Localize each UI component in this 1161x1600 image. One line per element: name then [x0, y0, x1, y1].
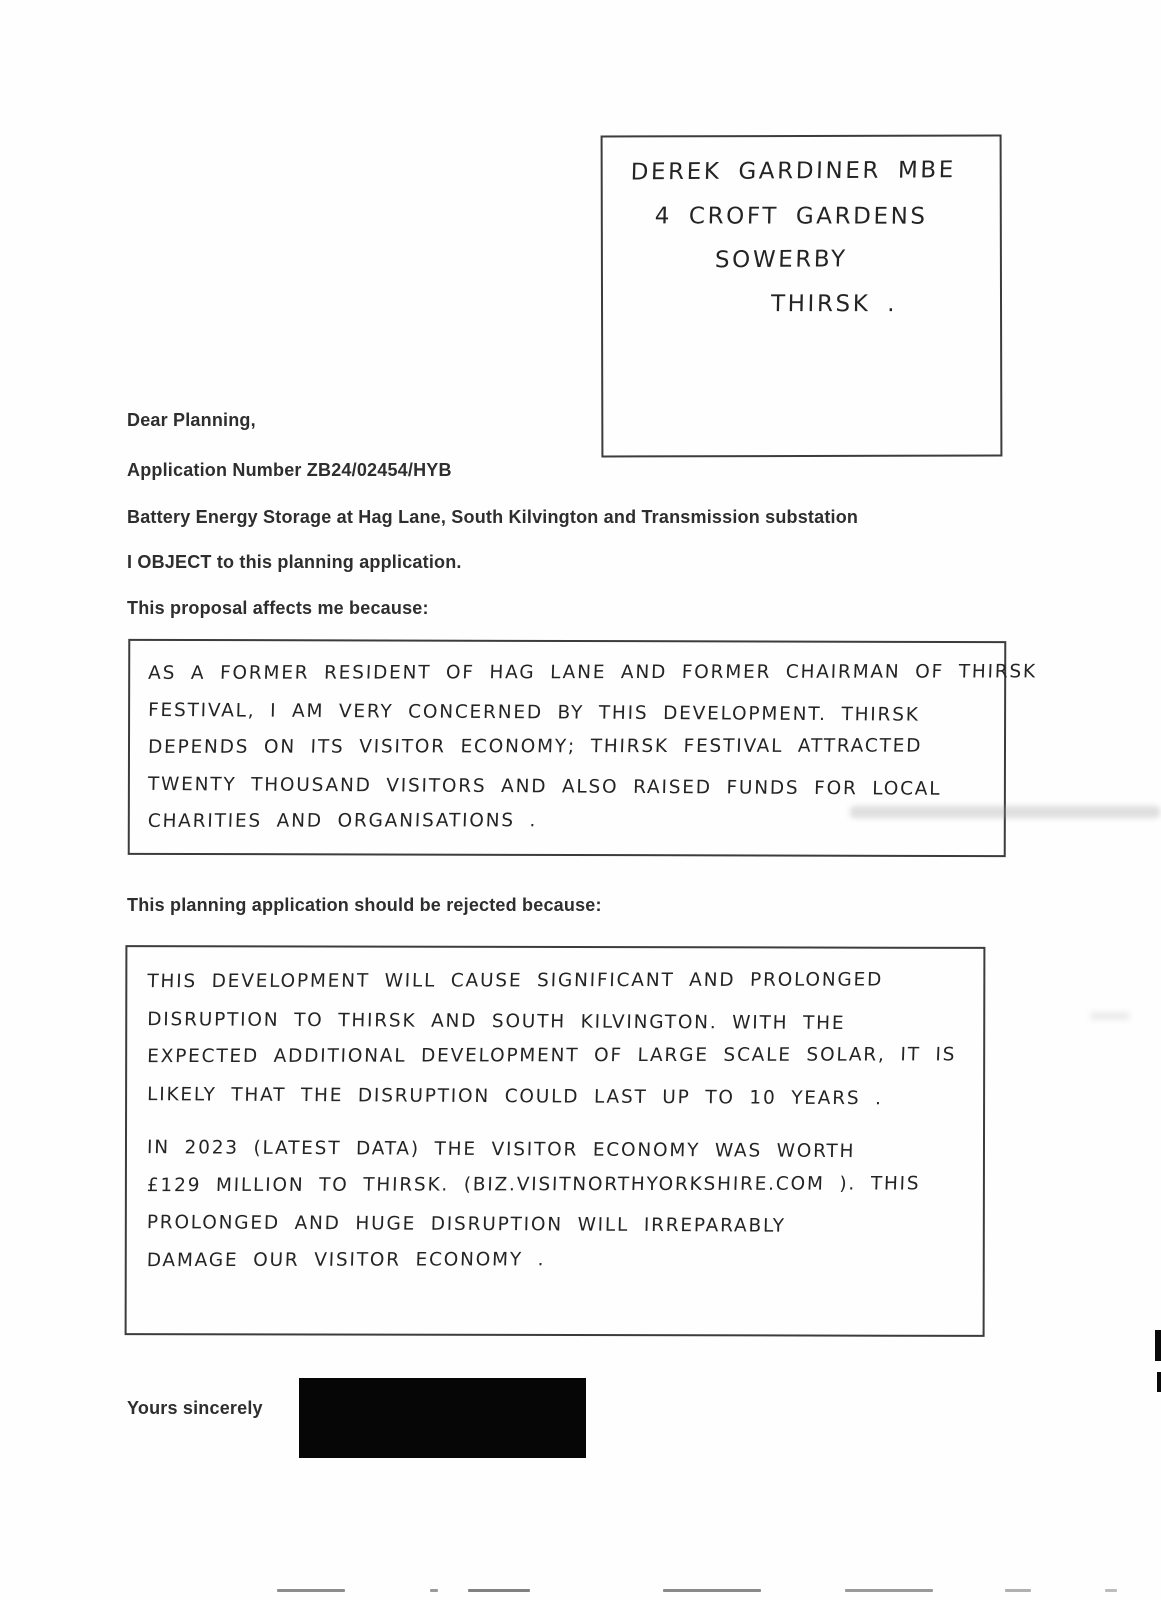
salutation: Dear Planning,	[127, 410, 256, 430]
rejection-line: £129 MILLION TO THIRSK. (BIZ.VISITNORTHYORKSHIRE.COM ). THIS	[146, 1172, 921, 1196]
affects-line: DEPENDS ON ITS VISITOR ECONOMY; THIRSK FESTIVAL ATTRACTED	[147, 735, 923, 758]
rejection-line: LIKELY THAT THE DISRUPTION COULD LAST UP TO 10 YEARS .	[146, 1083, 884, 1109]
scan-bottom-artifact	[663, 1589, 761, 1592]
scan-edge-mark	[1157, 1372, 1161, 1392]
rejection-line: EXPECTED ADDITIONAL DEVELOPMENT OF LARGE SCALE SOLAR, IT IS	[146, 1044, 957, 1068]
rejected-heading: This planning application should be rejected because:	[127, 895, 602, 915]
rejection-line: PROLONGED AND HUGE DISRUPTION WILL IRREPARABLY	[146, 1212, 786, 1237]
affects-line: AS A FORMER RESIDENT OF HAG LANE AND FORMER CHAIRMAN OF THIRSK	[147, 661, 1038, 684]
scan-bottom-artifact	[430, 1589, 438, 1592]
scan-bottom-artifact	[468, 1589, 530, 1592]
closing-line: Yours sincerely	[127, 1398, 263, 1418]
sender-address-box	[601, 134, 1003, 457]
rejection-line: DISRUPTION TO THIRSK AND SOUTH KILVINGTON. WITH THE	[147, 1008, 846, 1034]
sender-town: THIRSK .	[770, 291, 898, 318]
rejection-line: DAMAGE OUR VISITOR ECONOMY .	[146, 1248, 546, 1271]
sender-street: 4 CROFT GARDENS	[654, 203, 928, 230]
affects-line: FESTIVAL, I AM VERY CONCERNED BY THIS DEVELOPMENT. THIRSK	[147, 699, 920, 726]
rejection-reason-box	[125, 945, 986, 1337]
application-number-line: Application Number ZB24/02454/HYB	[127, 460, 452, 480]
scan-smudge	[850, 806, 1160, 818]
sender-village: SOWERBY	[714, 246, 849, 274]
redacted-signature	[299, 1378, 586, 1458]
affects-line: TWENTY THOUSAND VISITORS AND ALSO RAISED FUNDS FOR LOCAL	[147, 773, 942, 800]
objection-statement: I OBJECT to this planning application.	[127, 552, 462, 572]
scan-bottom-artifact	[277, 1589, 345, 1592]
affects-line: CHARITIES AND ORGANISATIONS .	[147, 810, 538, 832]
scan-edge-mark	[1155, 1330, 1161, 1361]
scan-bottom-artifact	[1105, 1589, 1117, 1592]
rejection-line: THIS DEVELOPMENT WILL CAUSE SIGNIFICANT AND PROLONGED	[146, 969, 884, 993]
rejection-line: IN 2023 (LATEST DATA) THE VISITOR ECONOMY WAS WORTH	[146, 1137, 856, 1163]
scan-bottom-artifact	[1005, 1589, 1031, 1592]
subject-line: Battery Energy Storage at Hag Lane, South Kilvington and Transmission substation	[127, 507, 859, 527]
sender-name: DEREK GARDINER MBE	[630, 157, 957, 186]
scan-smudge	[1090, 1012, 1130, 1020]
affects-reason-box	[128, 639, 1038, 857]
scan-bottom-artifact	[845, 1589, 933, 1592]
affects-heading: This proposal affects me because:	[127, 598, 429, 618]
